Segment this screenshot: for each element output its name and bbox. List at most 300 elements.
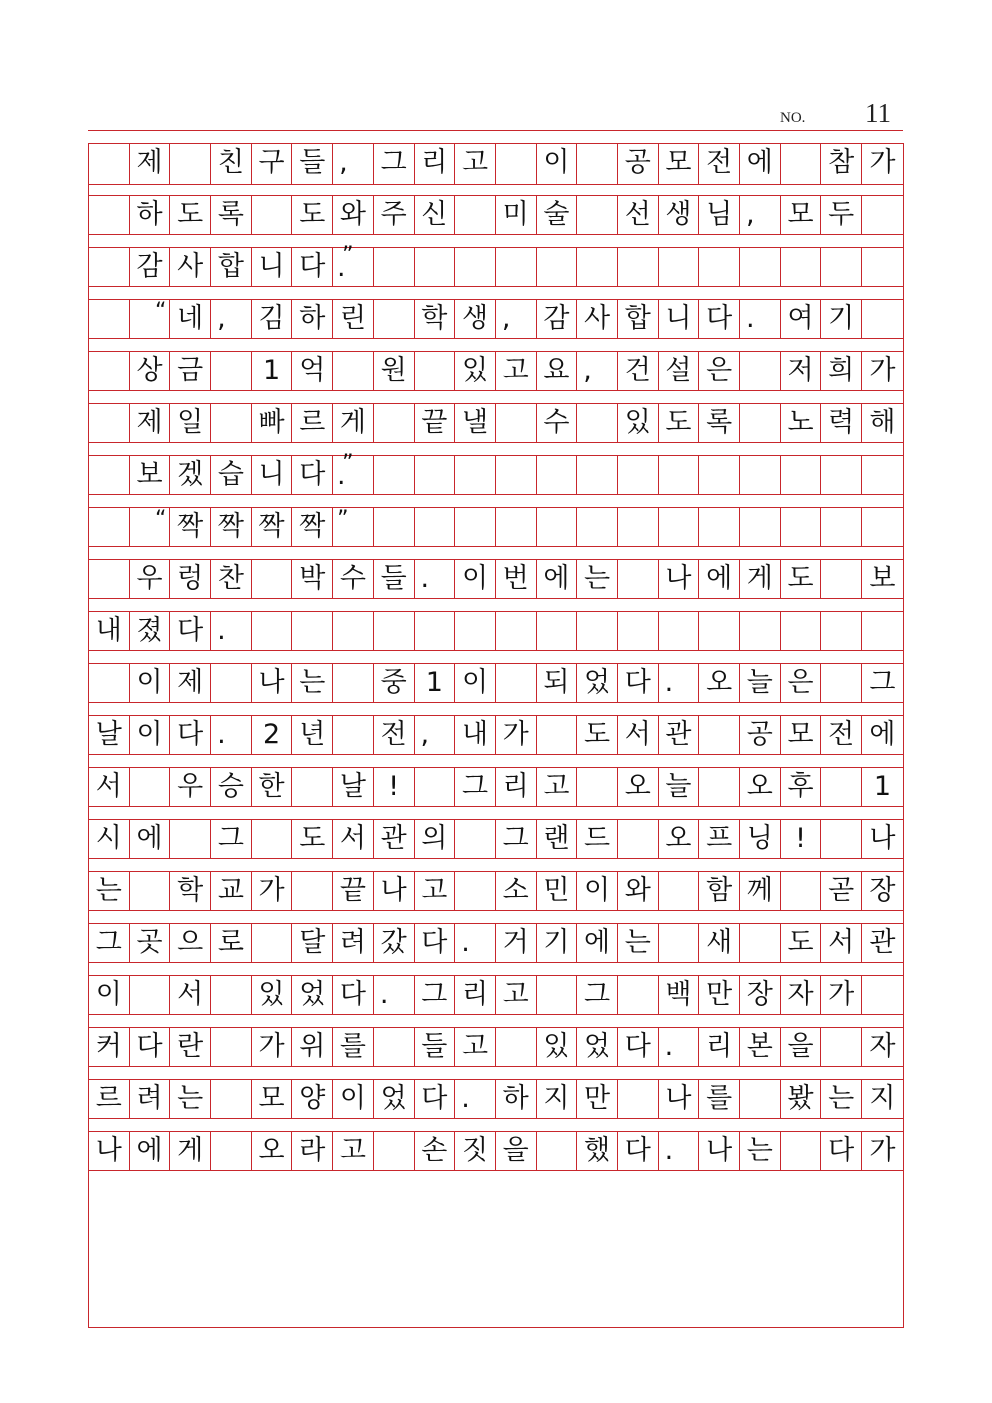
grid-cell (537, 976, 578, 1014)
grid-cell: 로 (211, 924, 252, 962)
grid-cell: 원 (374, 352, 415, 390)
grid-cell (618, 820, 659, 858)
grid-cell: 었 (577, 664, 618, 702)
grid-cell: 다 (130, 1028, 171, 1066)
grid-cell: 고 (455, 1028, 496, 1066)
grid-cell: 니 (659, 300, 700, 338)
grid-row (89, 1131, 903, 1171)
grid-cell: 에 (130, 820, 171, 858)
grid-cell (659, 872, 700, 910)
grid-cell (618, 456, 659, 494)
grid-cell: 새 (699, 924, 740, 962)
page-number-header (760, 98, 903, 130)
grid-cell: 에 (577, 924, 618, 962)
grid-cell (699, 768, 740, 806)
grid-cell: 는 (292, 664, 333, 702)
grid-cell (89, 560, 130, 598)
grid-cell (89, 664, 130, 702)
grid-cell: 박 (292, 560, 333, 598)
grid-cell: 으 (170, 924, 211, 962)
grid-cell (862, 508, 903, 546)
grid-cell: . (211, 612, 252, 650)
grid-cell: 억 (292, 352, 333, 390)
grid-cell (740, 508, 781, 546)
grid-row (89, 507, 903, 547)
grid-cell: 가 (252, 872, 293, 910)
grid-cell: ! (374, 768, 415, 806)
grid-cell: 그 (415, 976, 456, 1014)
grid-cell: 도 (659, 404, 700, 442)
grid-cell (170, 144, 211, 184)
grid-cell: 전 (374, 716, 415, 754)
grid-cell: 도 (577, 716, 618, 754)
grid-cell: 지 (537, 1080, 578, 1118)
grid-cell: 있 (252, 976, 293, 1014)
grid-cell (211, 404, 252, 442)
grid-cell: 미 (496, 196, 537, 234)
grid-cell (333, 612, 374, 650)
grid-cell: 관 (374, 820, 415, 858)
grid-cell: . (659, 1132, 700, 1170)
grid-cell: 었 (292, 976, 333, 1014)
grid-cell (211, 1132, 252, 1170)
grid-cell: . (659, 664, 700, 702)
grid-row (89, 871, 903, 911)
grid-cell (292, 612, 333, 650)
grid-cell: 들 (292, 144, 333, 184)
grid-cell (781, 144, 822, 184)
grid-cell: 관 (659, 716, 700, 754)
grid-cell: 이 (130, 664, 171, 702)
grid-cell: 고 (333, 1132, 374, 1170)
grid-cell (618, 612, 659, 650)
grid-cell (496, 248, 537, 286)
grid-cell (130, 872, 171, 910)
grid-cell (740, 404, 781, 442)
grid-cell (374, 404, 415, 442)
grid-cell: 요 (537, 352, 578, 390)
grid-row (89, 767, 903, 807)
grid-cell: 건 (618, 352, 659, 390)
grid-cell (577, 508, 618, 546)
grid-cell: 했 (577, 1132, 618, 1170)
grid-cell: 해 (869, 407, 896, 438)
grid-cell (659, 508, 700, 546)
grid-cell (537, 456, 578, 494)
grid-cell: 들 (374, 560, 415, 598)
grid-cell: ” (333, 508, 374, 546)
grid-cell: 니 (252, 456, 293, 494)
grid-cell: 제 (130, 404, 171, 442)
grid-cell: 하 (130, 196, 171, 234)
grid-cell (577, 456, 618, 494)
grid-cell: 는 (821, 1080, 862, 1118)
grid-cell: 사 (170, 248, 211, 286)
grid-cell: 에 (537, 560, 578, 598)
grid-cell: 의 (415, 820, 456, 858)
grid-cell (821, 664, 862, 702)
grid-row (89, 351, 903, 391)
grid-cell (496, 144, 537, 184)
grid-cell: 모 (781, 716, 822, 754)
grid-cell: 커 (89, 1028, 130, 1066)
grid-cell: 가 (869, 355, 896, 386)
grid-cell: 희 (821, 352, 862, 390)
grid-cell: 내 (89, 612, 130, 650)
grid-cell: 고 (496, 352, 537, 390)
grid-cell: 구 (252, 144, 293, 184)
grid-cell: 나 (869, 823, 896, 854)
grid-cell: 었 (374, 1080, 415, 1118)
grid-cell: 다 (699, 300, 740, 338)
grid-cell: 친 (211, 144, 252, 184)
grid-cell: 감 (130, 248, 171, 286)
grid-cell: 장 (740, 976, 781, 1014)
grid-row (89, 663, 903, 703)
grid-cell (821, 508, 862, 546)
grid-cell: 지 (869, 1083, 896, 1114)
grid-cell: 그 (455, 768, 496, 806)
grid-cell: 나 (699, 1132, 740, 1170)
grid-cell: 모 (252, 1080, 293, 1118)
grid-cell (415, 768, 456, 806)
grid-cell (415, 248, 456, 286)
grid-cell: 네 (170, 300, 211, 338)
grid-cell: 오 (252, 1132, 293, 1170)
page-number-label: NO. (780, 110, 806, 126)
grid-cell: 노 (781, 404, 822, 442)
grid-cell: 이 (89, 976, 130, 1014)
grid-row (89, 403, 903, 443)
grid-cell: 짝 (211, 508, 252, 546)
grid-cell (496, 404, 537, 442)
grid-cell: ! (781, 820, 822, 858)
grid-cell: 손 (415, 1132, 456, 1170)
grid-cell: 르 (89, 1080, 130, 1118)
grid-cell: 가 (496, 716, 537, 754)
grid-cell: 위 (292, 1028, 333, 1066)
grid-row (89, 195, 903, 235)
grid-cell (740, 1080, 781, 1118)
grid-cell (699, 456, 740, 494)
grid-cell (618, 1080, 659, 1118)
grid-cell: “ (130, 508, 171, 546)
grid-cell: 은 (781, 664, 822, 702)
grid-row (89, 1027, 903, 1067)
grid-cell: 만 (577, 1080, 618, 1118)
grid-cell: 을 (781, 1028, 822, 1066)
grid-cell (862, 612, 903, 650)
grid-cell (455, 820, 496, 858)
grid-cell: 에 (740, 144, 781, 184)
grid-cell (537, 508, 578, 546)
grid-cell: . (211, 716, 252, 754)
grid-cell (374, 248, 415, 286)
grid-cell: 한 (252, 768, 293, 806)
grid-cell (659, 612, 700, 650)
grid-cell: . (659, 1028, 700, 1066)
grid-cell (781, 456, 822, 494)
grid-cell: 내 (455, 716, 496, 754)
grid-cell (577, 768, 618, 806)
grid-cell: 합 (211, 248, 252, 286)
grid-cell: 리 (415, 144, 456, 184)
grid-cell (821, 768, 862, 806)
grid-cell: , (333, 144, 374, 184)
grid-cell: 습 (211, 456, 252, 494)
grid-cell (374, 1132, 415, 1170)
grid-cell (496, 612, 537, 650)
grid-cell: 나 (89, 1132, 130, 1170)
grid-cell (455, 248, 496, 286)
grid-cell (374, 456, 415, 494)
grid-cell: 짝 (292, 508, 333, 546)
grid-cell: 나 (374, 872, 415, 910)
grid-cell: 게 (170, 1132, 211, 1170)
grid-cell (659, 456, 700, 494)
grid-cell: 두 (821, 196, 862, 234)
grid-cell: 다 (333, 976, 374, 1014)
grid-cell: . (374, 976, 415, 1014)
grid-cell: 곧 (821, 872, 862, 910)
header-rule (88, 130, 903, 131)
grid-row (89, 559, 903, 599)
grid-cell (821, 456, 862, 494)
grid-cell (618, 976, 659, 1014)
grid-cell (577, 196, 618, 234)
grid-cell: 제 (130, 144, 171, 184)
grid-cell: 오 (618, 768, 659, 806)
grid-cell: 저 (781, 352, 822, 390)
grid-cell: . (455, 924, 496, 962)
grid-cell: 다 (415, 1080, 456, 1118)
grid-cell: 사 (577, 300, 618, 338)
grid-cell: 다 (415, 924, 456, 962)
grid-cell: 이 (455, 560, 496, 598)
grid-cell: . (415, 560, 456, 598)
grid-cell: 나 (252, 664, 293, 702)
grid-cell: 다 (618, 1132, 659, 1170)
grid-cell: 졌 (130, 612, 171, 650)
grid-cell: 렁 (170, 560, 211, 598)
grid-cell: 제 (170, 664, 211, 702)
grid-cell (740, 456, 781, 494)
grid-cell: 갔 (374, 924, 415, 962)
grid-cell: 번 (496, 560, 537, 598)
grid-cell (252, 924, 293, 962)
grid-cell: 2 (252, 716, 293, 754)
grid-cell: 끝 (415, 404, 456, 442)
grid-cell (455, 508, 496, 546)
grid-cell: 승 (211, 768, 252, 806)
grid-cell (821, 248, 862, 286)
grid-cell: 가 (869, 1135, 896, 1166)
grid-cell (781, 248, 822, 286)
grid-cell: 서 (821, 924, 862, 962)
grid-cell (130, 976, 171, 1014)
grid-cell: 이 (333, 1080, 374, 1118)
grid-cell: 교 (211, 872, 252, 910)
grid-cell: 그 (869, 667, 896, 698)
grid-cell: 장 (869, 875, 896, 906)
grid-cell: 이 (577, 872, 618, 910)
grid-cell: 다 (170, 612, 211, 650)
grid-cell: 기 (537, 924, 578, 962)
grid-cell: 록 (699, 404, 740, 442)
grid-cell: 그 (496, 820, 537, 858)
grid-cell (618, 508, 659, 546)
grid-cell: 다 (292, 456, 333, 494)
grid-cell (89, 352, 130, 390)
grid-cell (862, 976, 903, 1014)
grid-cell: 게 (333, 404, 374, 442)
grid-cell: 다 (618, 1028, 659, 1066)
grid-cell (862, 456, 903, 494)
grid-cell: 게 (740, 560, 781, 598)
grid-row (89, 451, 903, 495)
grid-cell: 짝 (170, 508, 211, 546)
grid-cell: 술 (537, 196, 578, 234)
grid-cell (415, 456, 456, 494)
grid-cell: 도 (170, 196, 211, 234)
grid-cell: 학 (415, 300, 456, 338)
grid-cell: 서 (333, 820, 374, 858)
grid-cell: . (740, 300, 781, 338)
grid-cell: 수 (537, 404, 578, 442)
grid-cell (577, 404, 618, 442)
grid-row (89, 975, 903, 1015)
grid-cell: 가 (821, 976, 862, 1014)
grid-cell: 합 (618, 300, 659, 338)
grid-cell: 다 (170, 716, 211, 754)
grid-cell: , (211, 300, 252, 338)
grid-cell: 1 (873, 771, 891, 802)
grid-cell: 찬 (211, 560, 252, 598)
grid-cell (333, 716, 374, 754)
grid-cell: 생 (455, 300, 496, 338)
grid-cell: 이 (537, 144, 578, 184)
grid-cell: 었 (577, 1028, 618, 1066)
grid-cell-period-quote (333, 243, 374, 286)
grid-cell: 린 (333, 300, 374, 338)
grid-cell (455, 872, 496, 910)
grid-cell (292, 768, 333, 806)
grid-row (89, 819, 903, 859)
grid-cell: 님 (699, 196, 740, 234)
grid-cell: 오 (659, 820, 700, 858)
grid-cell: 에 (130, 1132, 171, 1170)
grid-cell: 께 (740, 872, 781, 910)
grid-cell: 력 (821, 404, 862, 442)
manuscript-grid (88, 143, 904, 1328)
grid-cell: 우 (170, 768, 211, 806)
grid-cell: 와 (333, 196, 374, 234)
grid-cell: 려 (333, 924, 374, 962)
grid-cell: 가 (252, 1028, 293, 1066)
grid-cell: 날 (89, 716, 130, 754)
grid-cell: 주 (374, 196, 415, 234)
grid-cell: 학 (170, 872, 211, 910)
grid-cell: 설 (659, 352, 700, 390)
grid-cell: 드 (577, 820, 618, 858)
grid-cell: 서 (170, 976, 211, 1014)
grid-cell: 을 (496, 1132, 537, 1170)
grid-cell: 1 (252, 352, 293, 390)
grid-cell: 있 (618, 404, 659, 442)
grid-cell (740, 924, 781, 962)
grid-cell: 도 (781, 924, 822, 962)
grid-cell: 란 (170, 1028, 211, 1066)
grid-cell: 공 (618, 144, 659, 184)
grid-cell (89, 196, 130, 234)
grid-row (89, 144, 903, 185)
grid-cell: 랜 (537, 820, 578, 858)
closing-quote-mark: ” (342, 243, 354, 268)
period-mark: . (337, 253, 346, 283)
grid-cell: 고 (496, 976, 537, 1014)
grid-cell: 모 (659, 144, 700, 184)
grid-cell: 그 (211, 820, 252, 858)
grid-cell (252, 196, 293, 234)
grid-cell: 수 (333, 560, 374, 598)
grid-cell (821, 612, 862, 650)
page-number-value: 11 (865, 98, 891, 128)
grid-cell (415, 508, 456, 546)
grid-cell (89, 248, 130, 286)
grid-cell: 를 (699, 1080, 740, 1118)
grid-cell: 다 (821, 1132, 862, 1170)
grid-cell (496, 456, 537, 494)
grid-cell: 에 (869, 719, 896, 750)
grid-cell (89, 404, 130, 442)
grid-cell: . (455, 1080, 496, 1118)
grid-cell: 하 (496, 1080, 537, 1118)
grid-cell: 빠 (252, 404, 293, 442)
grid-cell: 신 (415, 196, 456, 234)
grid-cell: 록 (211, 196, 252, 234)
grid-cell (781, 872, 822, 910)
grid-cell (89, 508, 130, 546)
grid-cell: 일 (170, 404, 211, 442)
grid-cell: 도 (781, 560, 822, 598)
closing-quote-mark: ” (342, 451, 354, 476)
grid-row (89, 299, 903, 339)
grid-cell (211, 976, 252, 1014)
grid-cell: , (577, 352, 618, 390)
grid-cell: 고 (415, 872, 456, 910)
grid-cell: 소 (496, 872, 537, 910)
grid-cell: 자 (781, 976, 822, 1014)
grid-cell (659, 924, 700, 962)
grid-cell (537, 1132, 578, 1170)
grid-cell: 리 (455, 976, 496, 1014)
grid-cell: 그 (374, 144, 415, 184)
grid-cell (415, 612, 456, 650)
grid-cell: 닝 (740, 820, 781, 858)
grid-cell (252, 560, 293, 598)
grid-row (89, 1079, 903, 1119)
grid-cell: 도 (292, 820, 333, 858)
grid-cell: 본 (740, 1028, 781, 1066)
grid-cell: “ (130, 300, 171, 338)
grid-cell: 전 (821, 716, 862, 754)
grid-cell: 우 (130, 560, 171, 598)
grid-cell: , (496, 300, 537, 338)
grid-cell: 자 (869, 1031, 896, 1062)
grid-cell: 양 (292, 1080, 333, 1118)
grid-cell (821, 1028, 862, 1066)
grid-cell (862, 196, 903, 234)
